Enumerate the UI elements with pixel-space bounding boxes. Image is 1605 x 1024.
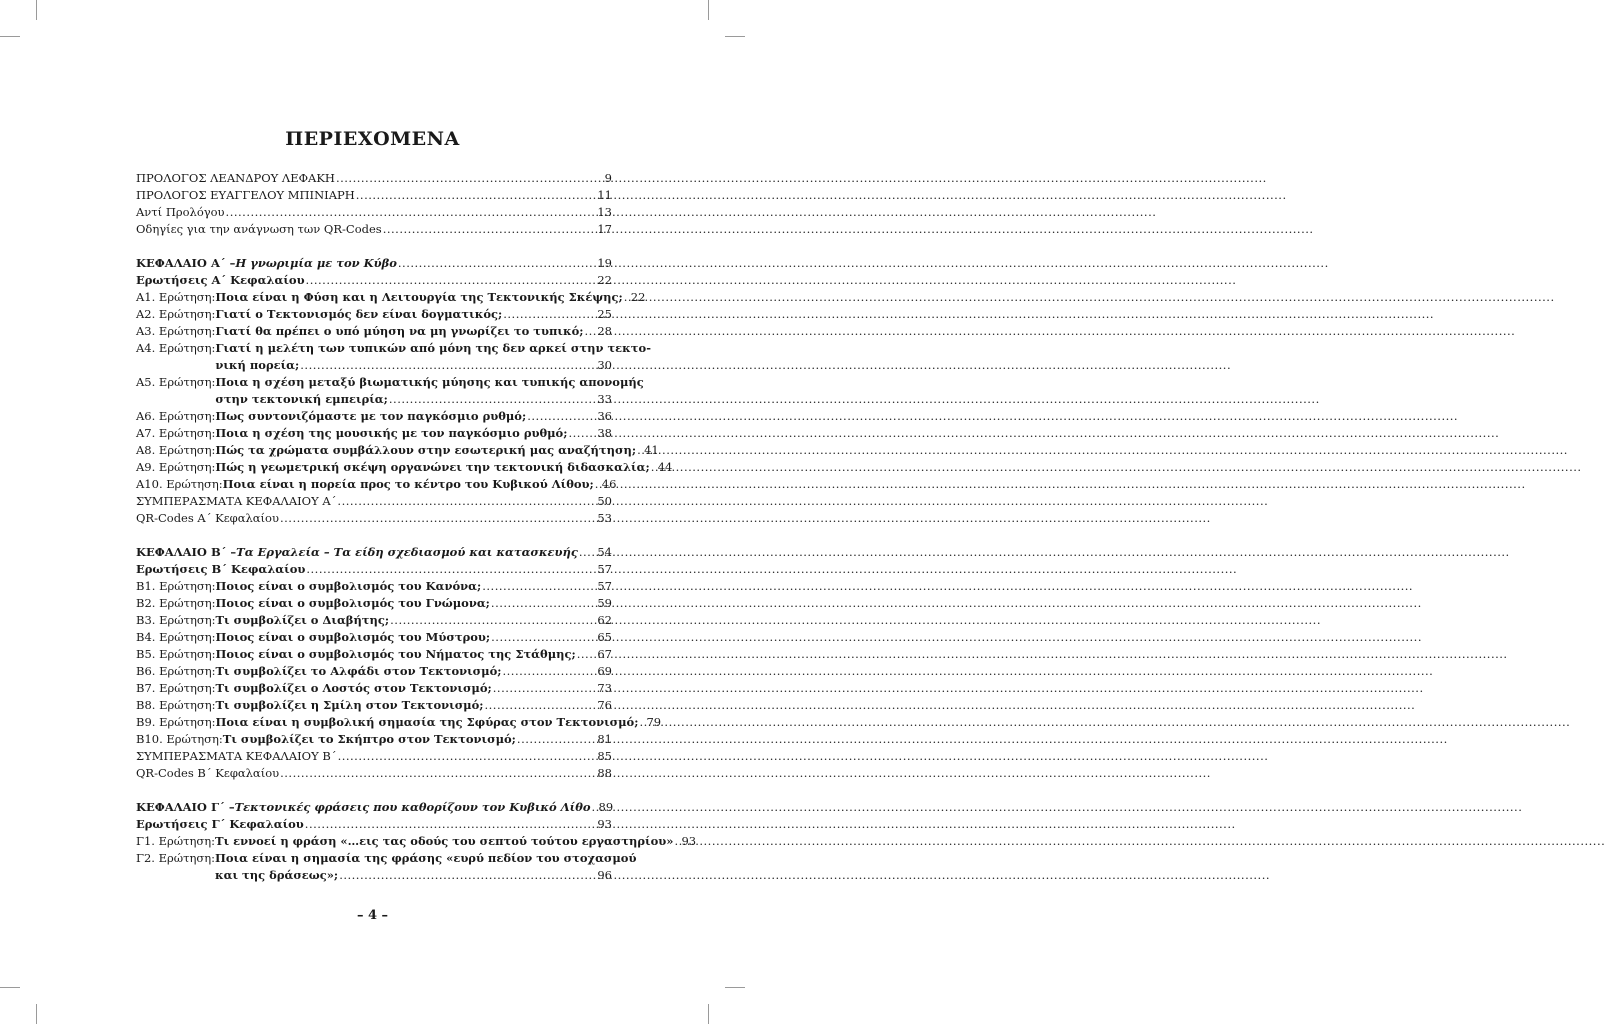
toc-entry-page: 25: [597, 307, 612, 321]
toc-entry-label-line1: Ποια είναι η σημασία της φράσης «ευρύ πεδίον του στοχασμού: [215, 851, 637, 865]
toc-entry-page: 67: [597, 647, 612, 661]
crop-mark: [36, 1004, 37, 1024]
toc-question-c2[interactable]: [136, 850, 637, 884]
toc-question-prefix: Α2. Ερώτηση:: [136, 307, 216, 321]
toc-entry-label: ΣΥΜΠΕΡΑΣΜΑΤΑ ΚΕΦΑΛΑΙΟΥ Β΄: [136, 749, 337, 763]
dot-leader: [485, 697, 597, 714]
crop-mark: [725, 987, 745, 988]
toc-chapter-prefix: ΚΕΦΑΛΑΙΟ Α΄ –: [136, 256, 236, 270]
dot-leader: [674, 833, 680, 850]
toc-question-prefix: Α5. Ερώτηση:: [136, 375, 216, 389]
dot-leader: [336, 170, 604, 187]
dot-leader: [398, 255, 596, 272]
toc-entry-label: νική πορεία;: [215, 358, 300, 372]
toc-question-a9[interactable]: [136, 459, 673, 476]
toc-entry-page: 73: [597, 681, 612, 695]
toc-entry-page: 36: [597, 409, 612, 423]
section-gap: [136, 238, 612, 255]
toc-question-a8[interactable]: [136, 442, 659, 459]
toc-entry-page: 93: [597, 817, 612, 831]
toc-entry-page: 93: [681, 834, 697, 848]
dot-leader: [390, 612, 596, 629]
toc-entry-page: 50: [597, 494, 612, 508]
toc-question-prefix: Α9. Ερώτηση:: [136, 460, 216, 474]
toc-entry-label: Τι συμβολίζει η Σμίλη στον Τεκτονισμό;: [215, 698, 484, 712]
toc-entry-label: στην τεκτονική εμπειρία;: [215, 392, 388, 406]
toc-entry-label: και της δράσεως»;: [215, 868, 339, 882]
toc-entry-page: 33: [597, 392, 612, 406]
toc-entry-page: 79: [646, 715, 662, 729]
dot-leader: [503, 663, 597, 680]
toc-entry-page: 44: [657, 460, 673, 474]
dot-leader: [595, 476, 601, 493]
dot-leader: [517, 731, 596, 748]
toc-entry-label-line1: Ποια η σχέση μεταξύ βιωματικής μύησης και τυπικής απονομής: [215, 375, 644, 389]
dot-leader: [579, 544, 597, 561]
toc-question-prefix: Β8. Ερώτηση:: [136, 698, 216, 712]
toc-chapter-prefix: ΚΕΦΑΛΑΙΟ Γ΄ –: [136, 800, 235, 814]
dot-leader: [637, 442, 643, 459]
crop-mark: [708, 0, 709, 20]
toc-question-b10[interactable]: [136, 731, 612, 748]
toc-entry-page: 96: [597, 868, 612, 882]
toc-entry-label: Γιατί ο Τεκτονισμός δεν είναι δογματικός;: [215, 307, 503, 321]
toc-entry-label: Τεκτονικές φράσεις που καθορίζουν τον Κυβικό Λίθο: [234, 800, 591, 814]
dot-leader: [503, 306, 596, 323]
toc-question-prefix: Β9. Ερώτηση:: [136, 715, 216, 729]
toc-conclusions-b[interactable]: [136, 748, 612, 765]
toc-question-prefix: Α1. Ερώτηση:: [136, 290, 216, 304]
toc-question-prefix: Γ2. Ερώτηση:: [136, 851, 216, 865]
dot-leader: [280, 765, 596, 782]
toc-question-a4[interactable]: [136, 340, 651, 374]
dot-leader: [300, 357, 596, 374]
toc-chapter-prefix: ΚΕΦΑΛΑΙΟ Β΄ –: [136, 545, 237, 559]
dot-leader: [493, 680, 597, 697]
toc-question-prefix: Α3. Ερώτηση:: [136, 324, 216, 338]
toc-chapter-c[interactable]: [136, 799, 612, 816]
toc-question-prefix: Α6. Ερώτηση:: [136, 409, 216, 423]
crop-mark: [36, 0, 37, 20]
dot-leader: [356, 187, 597, 204]
toc-entry-label: Ποιος είναι ο συμβολισμός του Γνώμονα;: [215, 596, 490, 610]
section-gap: [136, 782, 612, 799]
toc-entry-page: 9: [604, 171, 612, 185]
dot-leader: [639, 714, 645, 731]
toc-entry-page: 85: [597, 749, 612, 763]
toc-question-prefix: Β7. Ερώτηση:: [136, 681, 216, 695]
toc-entry-label: Ποια είναι η Φύση και η Λειτουργία της Τεκτονικής Σκέψης;: [215, 290, 623, 304]
dot-leader: [577, 646, 597, 663]
section-gap: [136, 527, 612, 544]
toc-entry-page: 22: [630, 290, 646, 304]
toc-entry-label: ΣΥΜΠΕΡΑΣΜΑΤΑ ΚΕΦΑΛΑΙΟΥ Α΄: [136, 494, 337, 508]
toc-entry-label: Οδηγίες για την ανάγνωση των QR-Codes: [136, 222, 382, 236]
toc-entry-label: Ποια είναι η συμβολική σημασία της Σφύρας στον Τεκτονισμό;: [215, 715, 639, 729]
toc-entry-label: Τι συμβολίζει το Σκήπτρο στον Τεκτονισμό;: [222, 732, 516, 746]
table-of-contents: [136, 170, 697, 884]
toc-question-a6[interactable]: [136, 408, 612, 425]
toc-entry-prologue-lefakis[interactable]: [136, 170, 612, 187]
toc-entry-label: Πώς τα χρώματα συμβάλλουν στην εσωτερική μας αναζήτηση;: [215, 443, 637, 457]
dot-leader: [585, 323, 597, 340]
dot-leader: [280, 510, 596, 527]
toc-question-b1[interactable]: [136, 578, 612, 595]
dot-leader: [305, 816, 597, 833]
toc-question-prefix: Α4. Ερώτηση:: [136, 341, 216, 355]
dot-leader: [651, 459, 657, 476]
toc-question-a10[interactable]: [136, 476, 617, 493]
dot-leader: [624, 289, 630, 306]
dot-leader: [491, 629, 596, 646]
toc-question-prefix: Β2. Ερώτηση:: [136, 596, 216, 610]
toc-question-a3[interactable]: [136, 323, 612, 340]
toc-entry-page: 53: [597, 511, 612, 525]
toc-entry-label: QR-Codes Α΄ Κεφαλαίου: [136, 511, 279, 525]
toc-entry-label: Τα Εργαλεία – Τα είδη σχεδιασμού και κατασκευής: [236, 545, 578, 559]
toc-entry-page: 30: [597, 358, 612, 372]
toc-entry-page: 38: [597, 426, 612, 440]
toc-question-b6[interactable]: [136, 663, 612, 680]
dot-leader: [306, 561, 596, 578]
toc-entry-label: Ερωτήσεις Γ΄ Κεφαλαίου: [136, 817, 304, 831]
toc-qr-codes-a[interactable]: [136, 510, 612, 527]
toc-question-prefix: Α7. Ερώτηση:: [136, 426, 216, 440]
toc-entry-label: Ερωτήσεις Β΄ Κεφαλαίου: [136, 562, 306, 576]
toc-entry-page: 46: [601, 477, 617, 491]
toc-entry-page: 62: [597, 613, 612, 627]
toc-entry-label: Γιατί θα πρέπει ο υπό μύηση να μη γνωρίζει το τυπικό;: [215, 324, 584, 338]
crop-mark: [0, 36, 20, 37]
toc-question-a7[interactable]: [136, 425, 612, 442]
toc-entry-page: 69: [597, 664, 612, 678]
toc-entry-page: 17: [597, 222, 612, 236]
toc-entry-label: Ποιος είναι ο συμβολισμός του Μύστρου;: [215, 630, 491, 644]
dot-leader: [389, 391, 596, 408]
toc-qr-codes-b[interactable]: [136, 765, 612, 782]
toc-entry-page: 11: [597, 188, 612, 202]
dot-leader: [339, 867, 596, 884]
toc-entry-label: Ερωτήσεις Α΄ Κεφαλαίου: [136, 273, 305, 287]
toc-questions-a[interactable]: [136, 272, 612, 289]
dot-leader: [491, 595, 596, 612]
toc-questions-c[interactable]: [136, 816, 612, 833]
toc-entry-label-line1: Γιατί η μελέτη των τυπικών από μόνη της δεν αρκεί στην τεκτο-: [215, 341, 651, 355]
toc-question-prefix: Α8. Ερώτηση:: [136, 443, 216, 457]
toc-entry-qr-instructions[interactable]: [136, 221, 612, 238]
toc-question-c1[interactable]: [136, 833, 697, 850]
toc-entry-page: 22: [597, 273, 612, 287]
toc-entry-page: 65: [597, 630, 612, 644]
toc-entry-page: 76: [597, 698, 612, 712]
toc-question-a1[interactable]: [136, 289, 646, 306]
dot-leader: [383, 221, 597, 238]
toc-question-prefix: Β5. Ερώτηση:: [136, 647, 216, 661]
dot-leader: [306, 272, 597, 289]
toc-question-b7[interactable]: [136, 680, 612, 697]
toc-entry-label: Τι συμβολίζει το Αλφάδι στον Τεκτονισμό;: [215, 664, 502, 678]
toc-entry-page: 88: [597, 766, 612, 780]
toc-entry-page: 57: [597, 562, 612, 576]
toc-question-b2[interactable]: [136, 595, 612, 612]
toc-question-prefix: Β1. Ερώτηση:: [136, 579, 216, 593]
toc-entry-label: Αντί Προλόγου: [136, 205, 225, 219]
page-number: – 4 –: [356, 908, 389, 923]
toc-question-prefix: Β10. Ερώτηση:: [136, 732, 223, 746]
toc-entry-page: 19: [597, 256, 612, 270]
dot-leader: [337, 493, 596, 510]
dot-leader: [527, 408, 596, 425]
toc-entry-prologue-biniaris[interactable]: [136, 187, 612, 204]
toc-entry-page: 54: [597, 545, 612, 559]
dot-leader: [338, 748, 597, 765]
crop-mark: [708, 1004, 709, 1024]
dot-leader: [482, 578, 596, 595]
toc-question-b4[interactable]: [136, 629, 612, 646]
toc-question-prefix: Β6. Ερώτηση:: [136, 664, 216, 678]
toc-entry-page: 13: [597, 205, 612, 219]
crop-mark: [0, 987, 20, 988]
toc-question-b5[interactable]: [136, 646, 612, 663]
toc-entry-page: 81: [597, 732, 612, 746]
toc-entry-label: ΠΡΟΛΟΓΟΣ ΕΥΑΓΓΕΛΟΥ ΜΠΙΝΙΑΡΗ: [136, 188, 355, 202]
dot-leader: [592, 799, 598, 816]
toc-entry-label: Τι συμβολίζει ο Διαβήτης;: [215, 613, 390, 627]
toc-conclusions-a[interactable]: [136, 493, 612, 510]
toc-question-prefix: Β3. Ερώτηση:: [136, 613, 216, 627]
toc-entry-page: 57: [597, 579, 612, 593]
toc-chapter-a[interactable]: [136, 255, 612, 272]
toc-question-prefix: Β4. Ερώτηση:: [136, 630, 216, 644]
toc-question-prefix: Α10. Ερώτηση:: [136, 477, 223, 491]
toc-question-prefix: Γ1. Ερώτηση:: [136, 834, 216, 848]
toc-entry-label: Η γνωριμία με τον Κύβο: [235, 256, 397, 270]
toc-entry-page: 59: [597, 596, 612, 610]
toc-entry-label: Ποια είναι η πορεία προς το κέντρο του Κυβικού Λίθου;: [222, 477, 594, 491]
toc-chapter-b[interactable]: [136, 544, 612, 561]
toc-entry-page: 28: [597, 324, 612, 338]
dot-leader: [226, 204, 597, 221]
toc-entry-label: Ποια η σχέση της μουσικής με τον παγκόσμιο ρυθμό;: [215, 426, 568, 440]
toc-question-b9[interactable]: [136, 714, 662, 731]
toc-entry-instead-of-prologue[interactable]: [136, 204, 612, 221]
toc-entry-label: Πως συντονιζόμαστε με τον παγκόσμιο ρυθμό;: [215, 409, 527, 423]
toc-entry-page: 89: [598, 800, 614, 814]
toc-questions-b[interactable]: [136, 561, 612, 578]
toc-question-a2[interactable]: [136, 306, 612, 323]
toc-entry-label: ΠΡΟΛΟΓΟΣ ΛΕΑΝΔΡΟΥ ΛΕΦΑΚΗ: [136, 171, 335, 185]
toc-question-a5[interactable]: [136, 374, 644, 408]
toc-entry-label: Τι συμβολίζει ο Λοστός στον Τεκτονισμό;: [215, 681, 492, 695]
toc-entry-page: 41: [644, 443, 659, 457]
toc-entry-label: Ποιος είναι ο συμβολισμός του Νήματος της Στάθμης;: [215, 647, 576, 661]
toc-entry-label: Πώς η γεωμετρική σκέψη οργανώνει την τεκτονική διδασκαλία;: [215, 460, 650, 474]
toc-entry-label: Ποιος είναι ο συμβολισμός του Κανόνα;: [215, 579, 482, 593]
toc-question-b3[interactable]: [136, 612, 612, 629]
toc-entry-label: Τι εννοεί η φράση «…εις τας οδούς του σεπτού τούτου εργαστηρίου»: [215, 834, 674, 848]
dot-leader: [568, 425, 596, 442]
crop-mark: [725, 36, 745, 37]
toc-entry-label: QR-Codes Β΄ Κεφαλαίου: [136, 766, 280, 780]
page-title: ΠΕΡΙΕΧΟΜΕΝΑ: [285, 128, 460, 150]
toc-question-b8[interactable]: [136, 697, 612, 714]
